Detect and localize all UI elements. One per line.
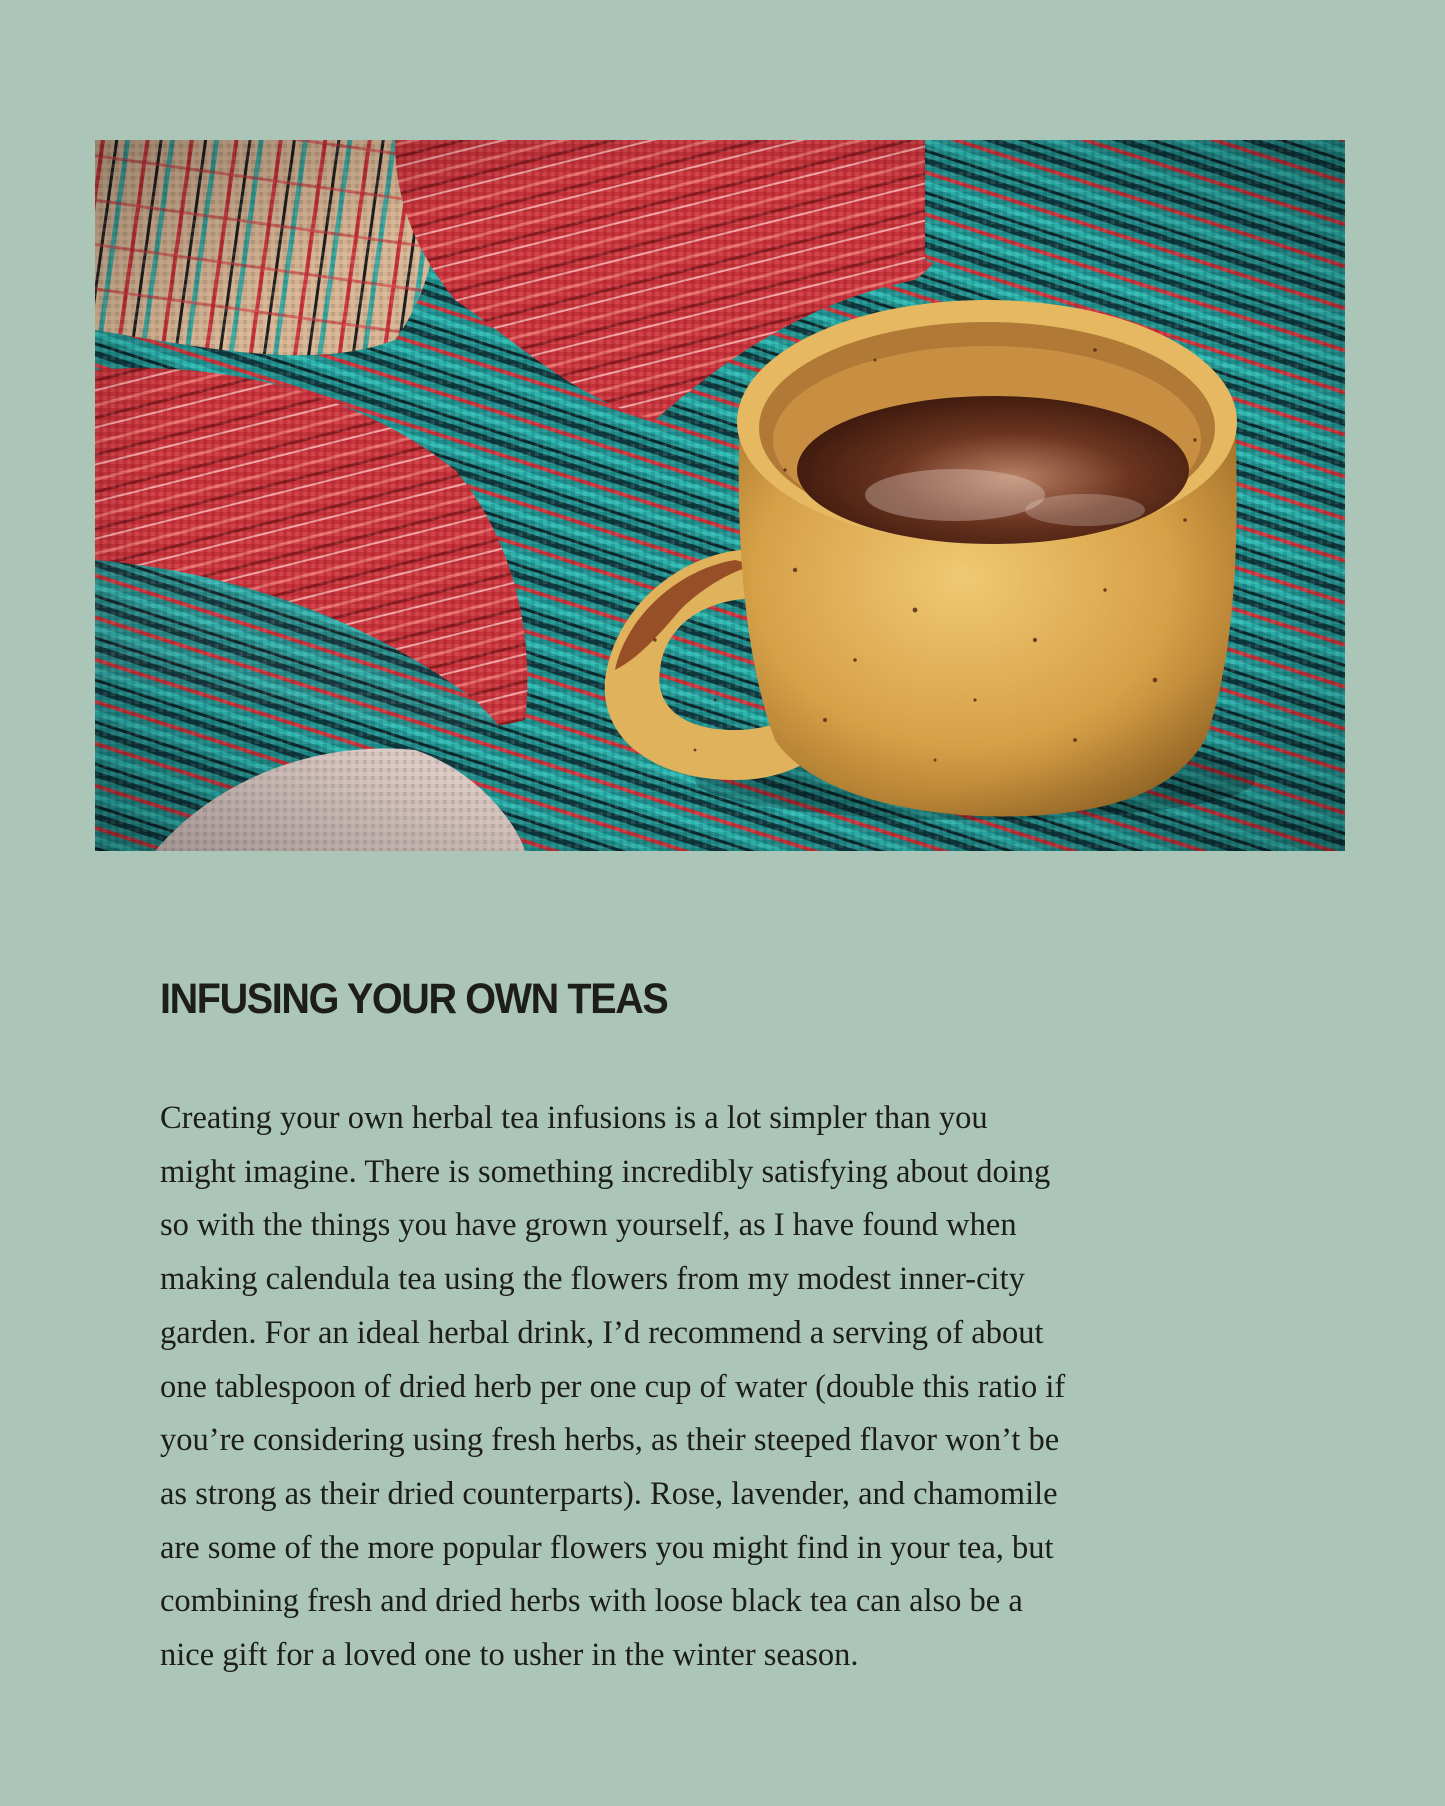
body-line: combining fresh and dried herbs with loose black tea can also be a bbox=[160, 1583, 1023, 1620]
article-heading: INFUSING YOUR OWN TEAS bbox=[160, 975, 668, 1023]
body-line: garden. For an ideal herbal drink, I’d recommend a serving of about bbox=[160, 1314, 1044, 1351]
body-line: Creating your own herbal tea infusions is a lot simpler than you bbox=[160, 1100, 988, 1136]
body-line: one tablespoon of dried herb per one cup of water (double this ratio if bbox=[160, 1368, 1066, 1405]
body-line: might imagine. There is something incredibly satisfying about doing bbox=[160, 1153, 1051, 1190]
body-line: are some of the more popular flowers you might find in your tea, but bbox=[160, 1529, 1054, 1566]
photo-illustration bbox=[95, 140, 1345, 851]
article-body bbox=[160, 1092, 1280, 1683]
body-line: making calendula tea using the flowers from my modest inner-city bbox=[160, 1261, 1025, 1298]
body-line: so with the things you have grown yourself, as I have found when bbox=[160, 1207, 1017, 1244]
photo-tea-mug-on-blanket bbox=[95, 140, 1345, 851]
body-line: as strong as their dried counterparts). Rose, lavender, and chamomile bbox=[160, 1475, 1058, 1512]
body-line: nice gift for a loved one to usher in the winter season. bbox=[160, 1637, 859, 1674]
body-line: you’re considering using fresh herbs, as their steeped flavor won’t be bbox=[160, 1422, 1060, 1459]
